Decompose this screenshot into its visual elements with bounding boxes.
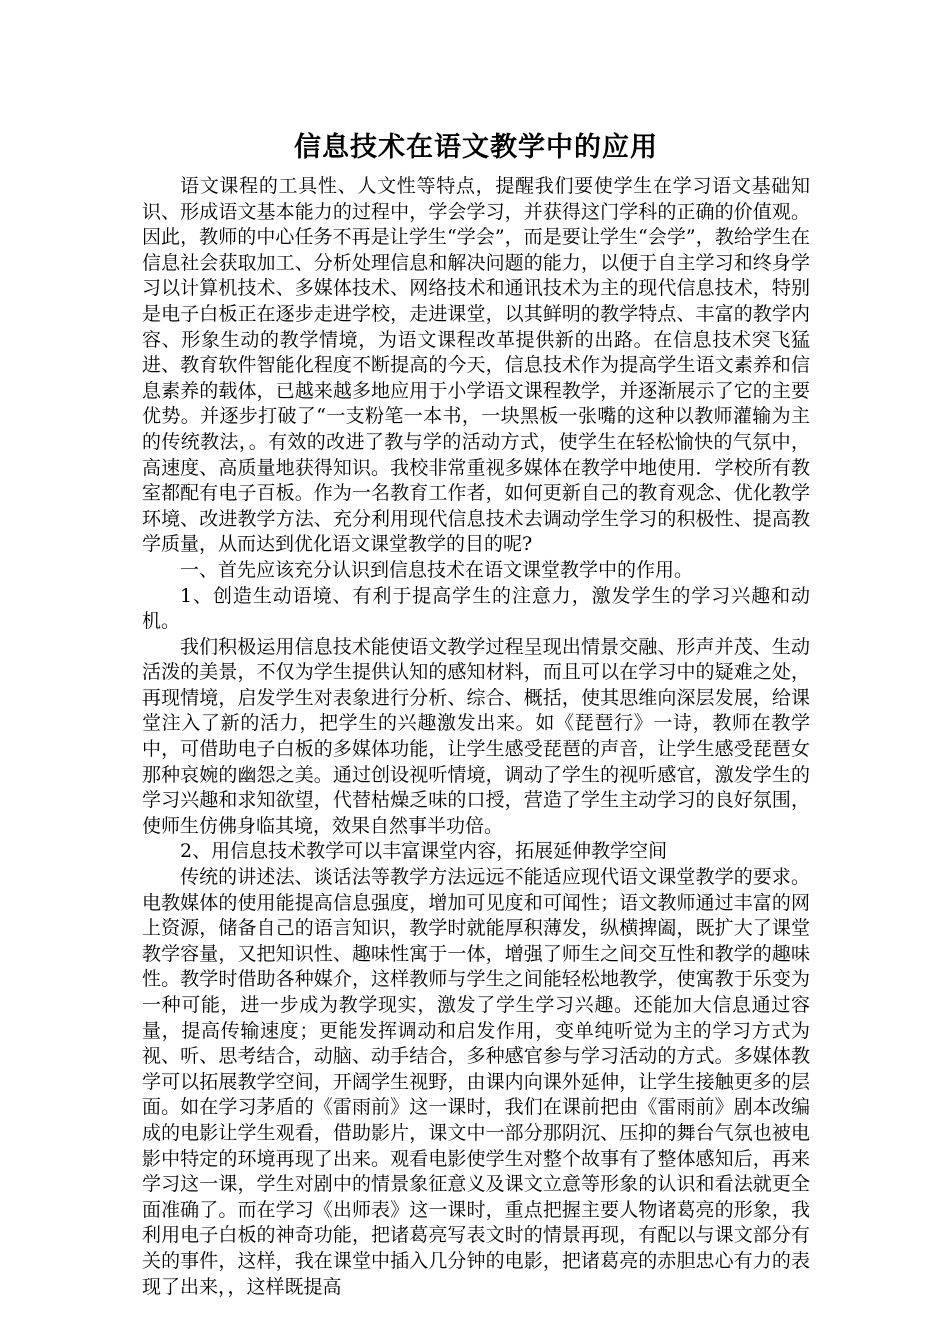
body-paragraph-1: 我们积极运用信息技术能使语文教学过程呈现出情景交融、形声并茂、生动活泼的美景，不仅为学生提供认知的感知材料，而且可以在学习中的疑难之处，再现情境，启发学生对表象进行分析、综合、概括，使其思维向深层发展，给课堂注入了新的活力，把学生的兴趣激发出来。如《琵琶行》一诗，教师在教学中，可借助电子白板的多媒体功能，让学生感受琵琶的声音，让学生感受琵琶女那种哀婉的幽怨之美。通过创设视听情境，调动了学生的视听感官，激发学生的学习兴趣和求知欲望，代替枯燥乏味的口授，营造了学生主动学习的良好氛围，使师生仿佛身临其境，效果自然事半功倍。 <box>142 635 810 837</box>
document-page <box>142 128 810 1300</box>
document-title: 信息技术在语文教学中的应用 <box>294 132 658 163</box>
body-paragraph-2: 传统的讲述法、谈话法等教学方法远远不能适应现代语文课堂教学的要求。电教媒体的使用能提高信息强度，增加可见度和可闻性；语文教师通过丰富的网上资源，储备自己的语言知识，教学时就能厚积薄发，纵横捭阖，既扩大了课堂教学容量，又把知识性、趣味性寓于一体，增强了师生之间交互性和教学的趣味性。教学时借助各种媒介，这样教师与学生之间能轻松地教学，使寓教于乐变为一种可能，进一步成为教学现实，激发了学生学习兴趣。还能加大信息通过容量，提高传输速度；更能发挥调动和启发作用，变单纯听觉为主的学习方式为视、听、思考结合，动脑、动手结合，多种感官参与学习活动的方式。多媒体教学可以拓展教学空间，开阔学生视野，由课内向课外延伸，让学生接触更多的层面。如在学习茅盾的《雷雨前》这一课时，我们在课前把由《雷雨前》剧本改编成的电影让学生观看，借助影片，课文中一部分那阴沉、压抑的舞台气氛也被电影中特定的环境再现了出来。观看电影使学生对整个故事有了整体感知后，再来学习这一课，学生对剧中的情景象征意义及课文立意等形象的认识和看法就更全面准确了。而在学习《出师表》这一课时，重点把握主要人物诸葛亮的形象，我利用电子白板的神奇功能，把诸葛亮写表文时的情景再现，有配以与课文部分有关的事件，这样，我在课堂中插入几分钟的电影，把诸葛亮的赤胆忠心有力的表现了出来，，这样既提高 <box>142 866 810 1298</box>
intro-paragraph: 语文课程的工具性、人文性等特点，提醒我们要使学生在学习语文基础知识、形成语文基本能力的过程中，学会学习，并获得这门学科的正确的价值观。因此，教师的中心任务不再是让学生“学会”，而是要让学生“会学”，教给学生在信息社会获取加工、分析处理信息和解决问题的能力，以便于自主学习和终身学习以计算机技术、多媒体技术、网络技术和通讯技术为主的现代信息技术，特别是电子白板正在逐步走进学校，走进课堂，以其鲜明的教学特点、丰富的教学内容、形象生动的教学情境，为语文课程改革提供新的出路。在信息技术突飞猛进、教育软件智能化程度不断提高的今天，信息技术作为提高学生语文素养和信息素养的载体，已越来越多地应用于小学语文课程教学，并逐渐展示了它的主要优势。并逐步打破了“一支粉笔一本书，一块黑板一张嘴的这种以教师灌输为主的传统教法，。有效的改进了教与学的活动方式，使学生在轻松愉快的气氛中，高速度、高质量地获得知识。我校非常重视多媒体在教学中地使用．学校所有教室都配有电子百板。作为一名教育工作者，如何更新自己的教育观念、优化教学环境、改进教学方法、充分利用现代信息技术去调动学生学习的积极性、提高教学质量，从而达到优化语文课堂教学的目的呢? <box>142 175 810 556</box>
section-heading-1: 一、首先应该充分认识到信息技术在语文课堂教学中的作用。 <box>180 558 694 581</box>
subsection-heading-2: 2、用信息技术教学可以丰富课堂内容，拓展延伸教学空间 <box>180 840 668 863</box>
subsection-heading-1: 1、创造生动语境、有利于提高学生的注意力，激发学生的学习兴趣和动机。 <box>142 584 810 633</box>
